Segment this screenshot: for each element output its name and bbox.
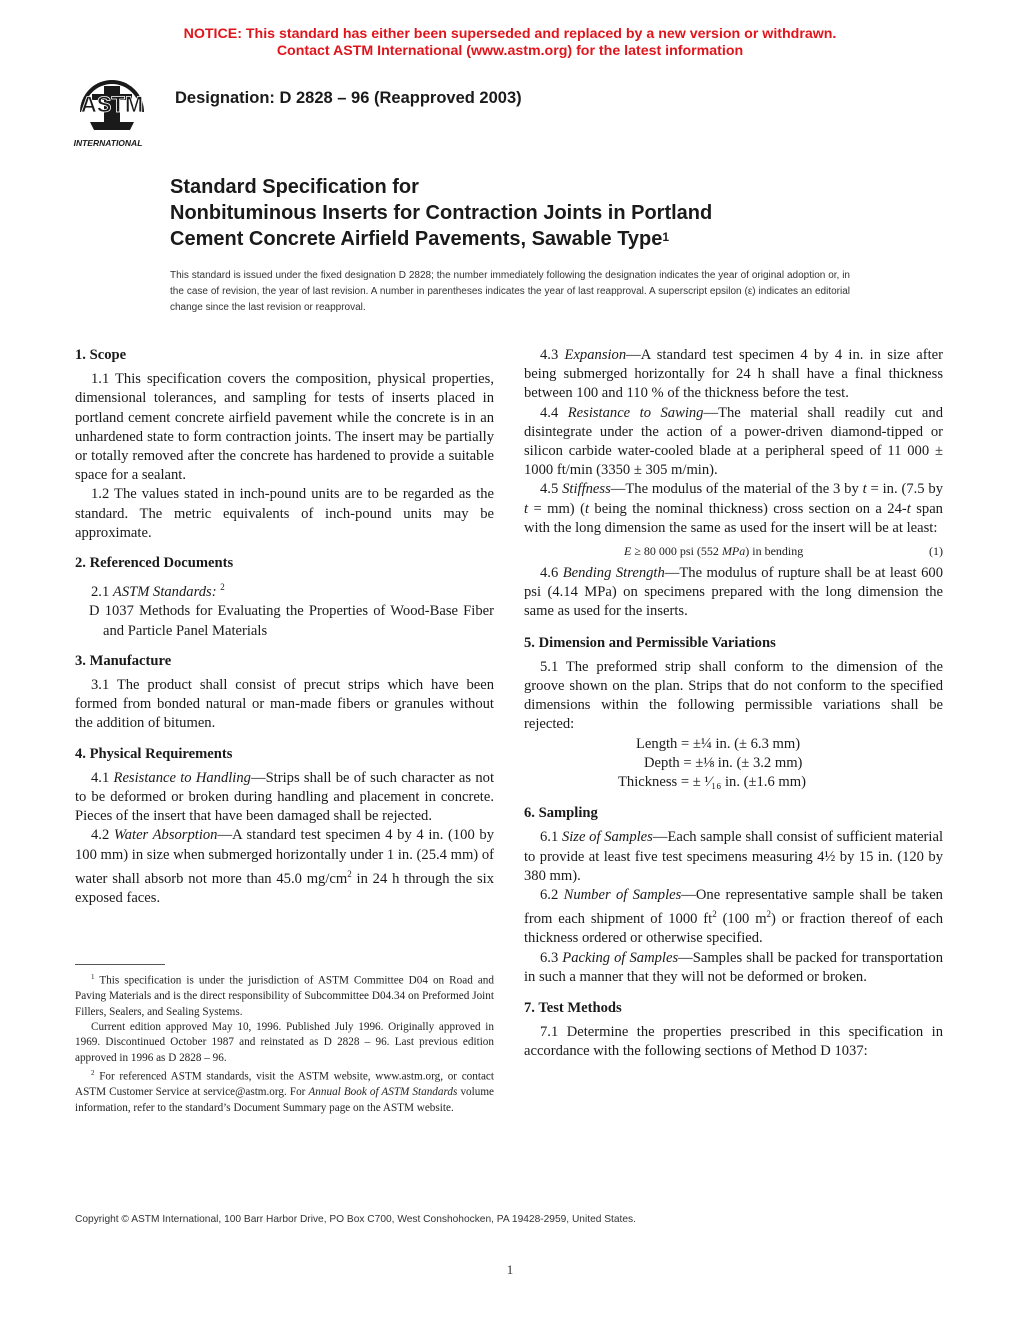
paragraph: 6.3 Packing of Samples—Samples shall be packed for transportation in such a manner that they will not be deformed or broken. (524, 949, 943, 985)
left-column (75, 346, 494, 908)
section-heading: 3. Manufacture (75, 652, 172, 669)
title-line-2: Nonbituminous Inserts for Contraction Joints in Portland (170, 202, 713, 224)
paragraph: 4.4 Resistance to Sawing—The material shall readily cut and disintegrate under the action of a power-driven diamond-tipped or silicon carbide water-cooled blade at a peripheral speed of 11 000 ± 1000 ft/min (3350 ± 305 m/min). (524, 404, 943, 479)
intro-note: This standard is issued under the fixed designation D 2828; the number immediately following the designation indicates the year of original adoption or, in the case of revision, the year of last revision. A number in parentheses indicates the year of last reapproval. A superscript epsilon (ε) indicates an editorial change since the last revision or reapproval. (170, 270, 850, 313)
paragraph: 3.1 The product shall consist of precut strips which have been formed from bonded natural or man-made fibers or granules without the addition of bitumen. (75, 676, 494, 732)
paragraph: 7.1 Determine the properties prescribed in this specification in accordance with the following sections of Method D 1037: (524, 1024, 943, 1060)
right-column (524, 346, 943, 1062)
footnote-divider (75, 964, 165, 965)
page-number: 1 (506, 1262, 514, 1277)
title-footnote-mark: 1 (662, 230, 670, 244)
tolerance-list (524, 735, 943, 793)
paragraph: 2.1 ASTM Standards: $^2$ (91, 582, 225, 601)
astm-logo (60, 72, 164, 152)
tolerance-length: Length = ±¼ in. (± 6.3 mm) (636, 735, 801, 752)
footnotes (75, 970, 494, 1116)
title-line-3-text: Cement Concrete Airfield Pavements, Sawable Type (170, 228, 663, 250)
paragraph: 4.2 Water Absorption—A standard test specimen 4 by 4 in. (100 by 100 mm) in size when submerged horizontally under 1 in. (25.4 mm) of water shall absorb not more than 45.0 $mg/cm^2$ in 24 h through the six exposed faces. (75, 827, 494, 906)
document-title (170, 174, 930, 252)
notice-line-1: NOTICE: This standard has either been superseded and replaced by a new version or withdrawn. (183, 26, 837, 42)
tolerance-thickness: Thickness = ± ¹⁄₁₆ in. (±1.6 mm) (618, 774, 806, 791)
paragraph: 4.3 Expansion—A standard test specimen 4 by 4 in. in size after being submerged horizontally for 24 h shall have a final thickness between 100 and 110 % of the thickness before the test. (524, 347, 943, 402)
logo-letters: ASTM (80, 92, 144, 117)
paragraph: 6.2 Number of Samples—One representative sample shall be taken from each shipment of 1000 $ft^2$ (100 $m^2$) or fraction thereof of each thickness ordered or otherwise specified. (524, 887, 943, 947)
copyright: Copyright © ASTM International, 100 Barr Harbor Drive, PO Box C700, West Conshohocken, PA 19428-2959, United States. (75, 1214, 636, 1225)
designation: Designation: D 2828 – 96 (Reapproved 2003) (175, 89, 522, 107)
section-heading: 2. Referenced Documents (75, 555, 234, 572)
footnote-1: $^1$ This specification is under the jurisdiction of ASTM Committee D04 on Road and Paving Materials and is the direct responsibility of Subcommittee D04.34 on Preformed Joint Fillers, Sealers, and Sealing Systems. (75, 973, 494, 1018)
superseded-notice (0, 26, 1020, 60)
notice-line-2: Contact ASTM International (www.astm.org) for the latest information (276, 43, 744, 59)
logo-subtitle: INTERNATIONAL (73, 138, 143, 148)
section-heading: 6. Sampling (524, 805, 598, 822)
equation-number: (1) (929, 544, 943, 559)
paragraph: 6.1 Size of Samples—Each sample shall consist of sufficient material to provide at least five test specimens measuring 4½ by 15 in. (120 by 380 mm). (524, 829, 943, 884)
section-heading: 5. Dimension and Permissible Variations (524, 634, 776, 651)
paragraph: 4.6 Bending Strength—The modulus of rupture shall be at least 600 psi (4.14 MPa) on specimens prepared with the long dimension the same as used for the inserts. (524, 565, 943, 620)
section-heading: 7. Test Methods (524, 999, 622, 1016)
paragraph: 1.1 This specification covers the composition, physical properties, dimensional tolerances, and sampling for tests of inserts placed in portland cement concrete airfield pavement while the concrete is in an unhardened state to form contraction joints. The insert may be partially or totally removed after the concrete has hardened to provide a suitable space for a sealant. (75, 371, 494, 484)
title-line-1: Standard Specification for (170, 176, 419, 198)
section-heading: 1. Scope (75, 347, 127, 363)
title-line-3 (170, 226, 930, 252)
tolerance-depth: Depth = ±⅛ in. (± 3.2 mm) (644, 754, 803, 771)
footnote-2: $^2$ For referenced ASTM standards, visit the ASTM website, www.astm.org, or contact ASTM Customer Service at service@astm.org. For Annual Book of ASTM Standards volume information, refer to the standard’s Document Summary page on the ASTM website. (75, 1069, 494, 1114)
equation-1: E ≥ 80 000 psi (552 MPa) in bending (1) (524, 538, 943, 564)
paragraph: 4.5 Stiffness—The modulus of the material of the 3 by t = in. (7.5 by t = mm) (t being the nominal thickness) cross section on a 24-t span with the long dimension the same as used for the insert will be at least: (524, 481, 944, 536)
section-heading: 4. Physical Requirements (75, 745, 233, 762)
paragraph: 1.2 The values stated in inch-pound units are to be regarded as the standard. The metric equivalents of inch-pound units may be approximate. (75, 486, 494, 541)
paragraph: 5.1 The preformed strip shall conform to the dimension of the groove shown on the plan. Strips that do not conform to the specified dimensions within the following permissible variations shall be rejected: (524, 658, 943, 733)
footnote-1-history: Current edition approved May 10, 1996. Published July 1996. Originally approved in 1969. Discontinued October 1987 and reinstated as D 2828 – 96. Last previous edition approved in 1996 as D 2828 – 96. (75, 1020, 494, 1064)
reference-item: D 1037 Methods for Evaluating the Properties of Wood-Base Fiber and Particle Panel Materials (89, 603, 494, 639)
paragraph: 4.1 Resistance to Handling—Strips shall be of such character as not to be deformed or broken during handling and placement in concrete. Pieces of the insert that have been damaged shall be rejected. (75, 769, 495, 825)
